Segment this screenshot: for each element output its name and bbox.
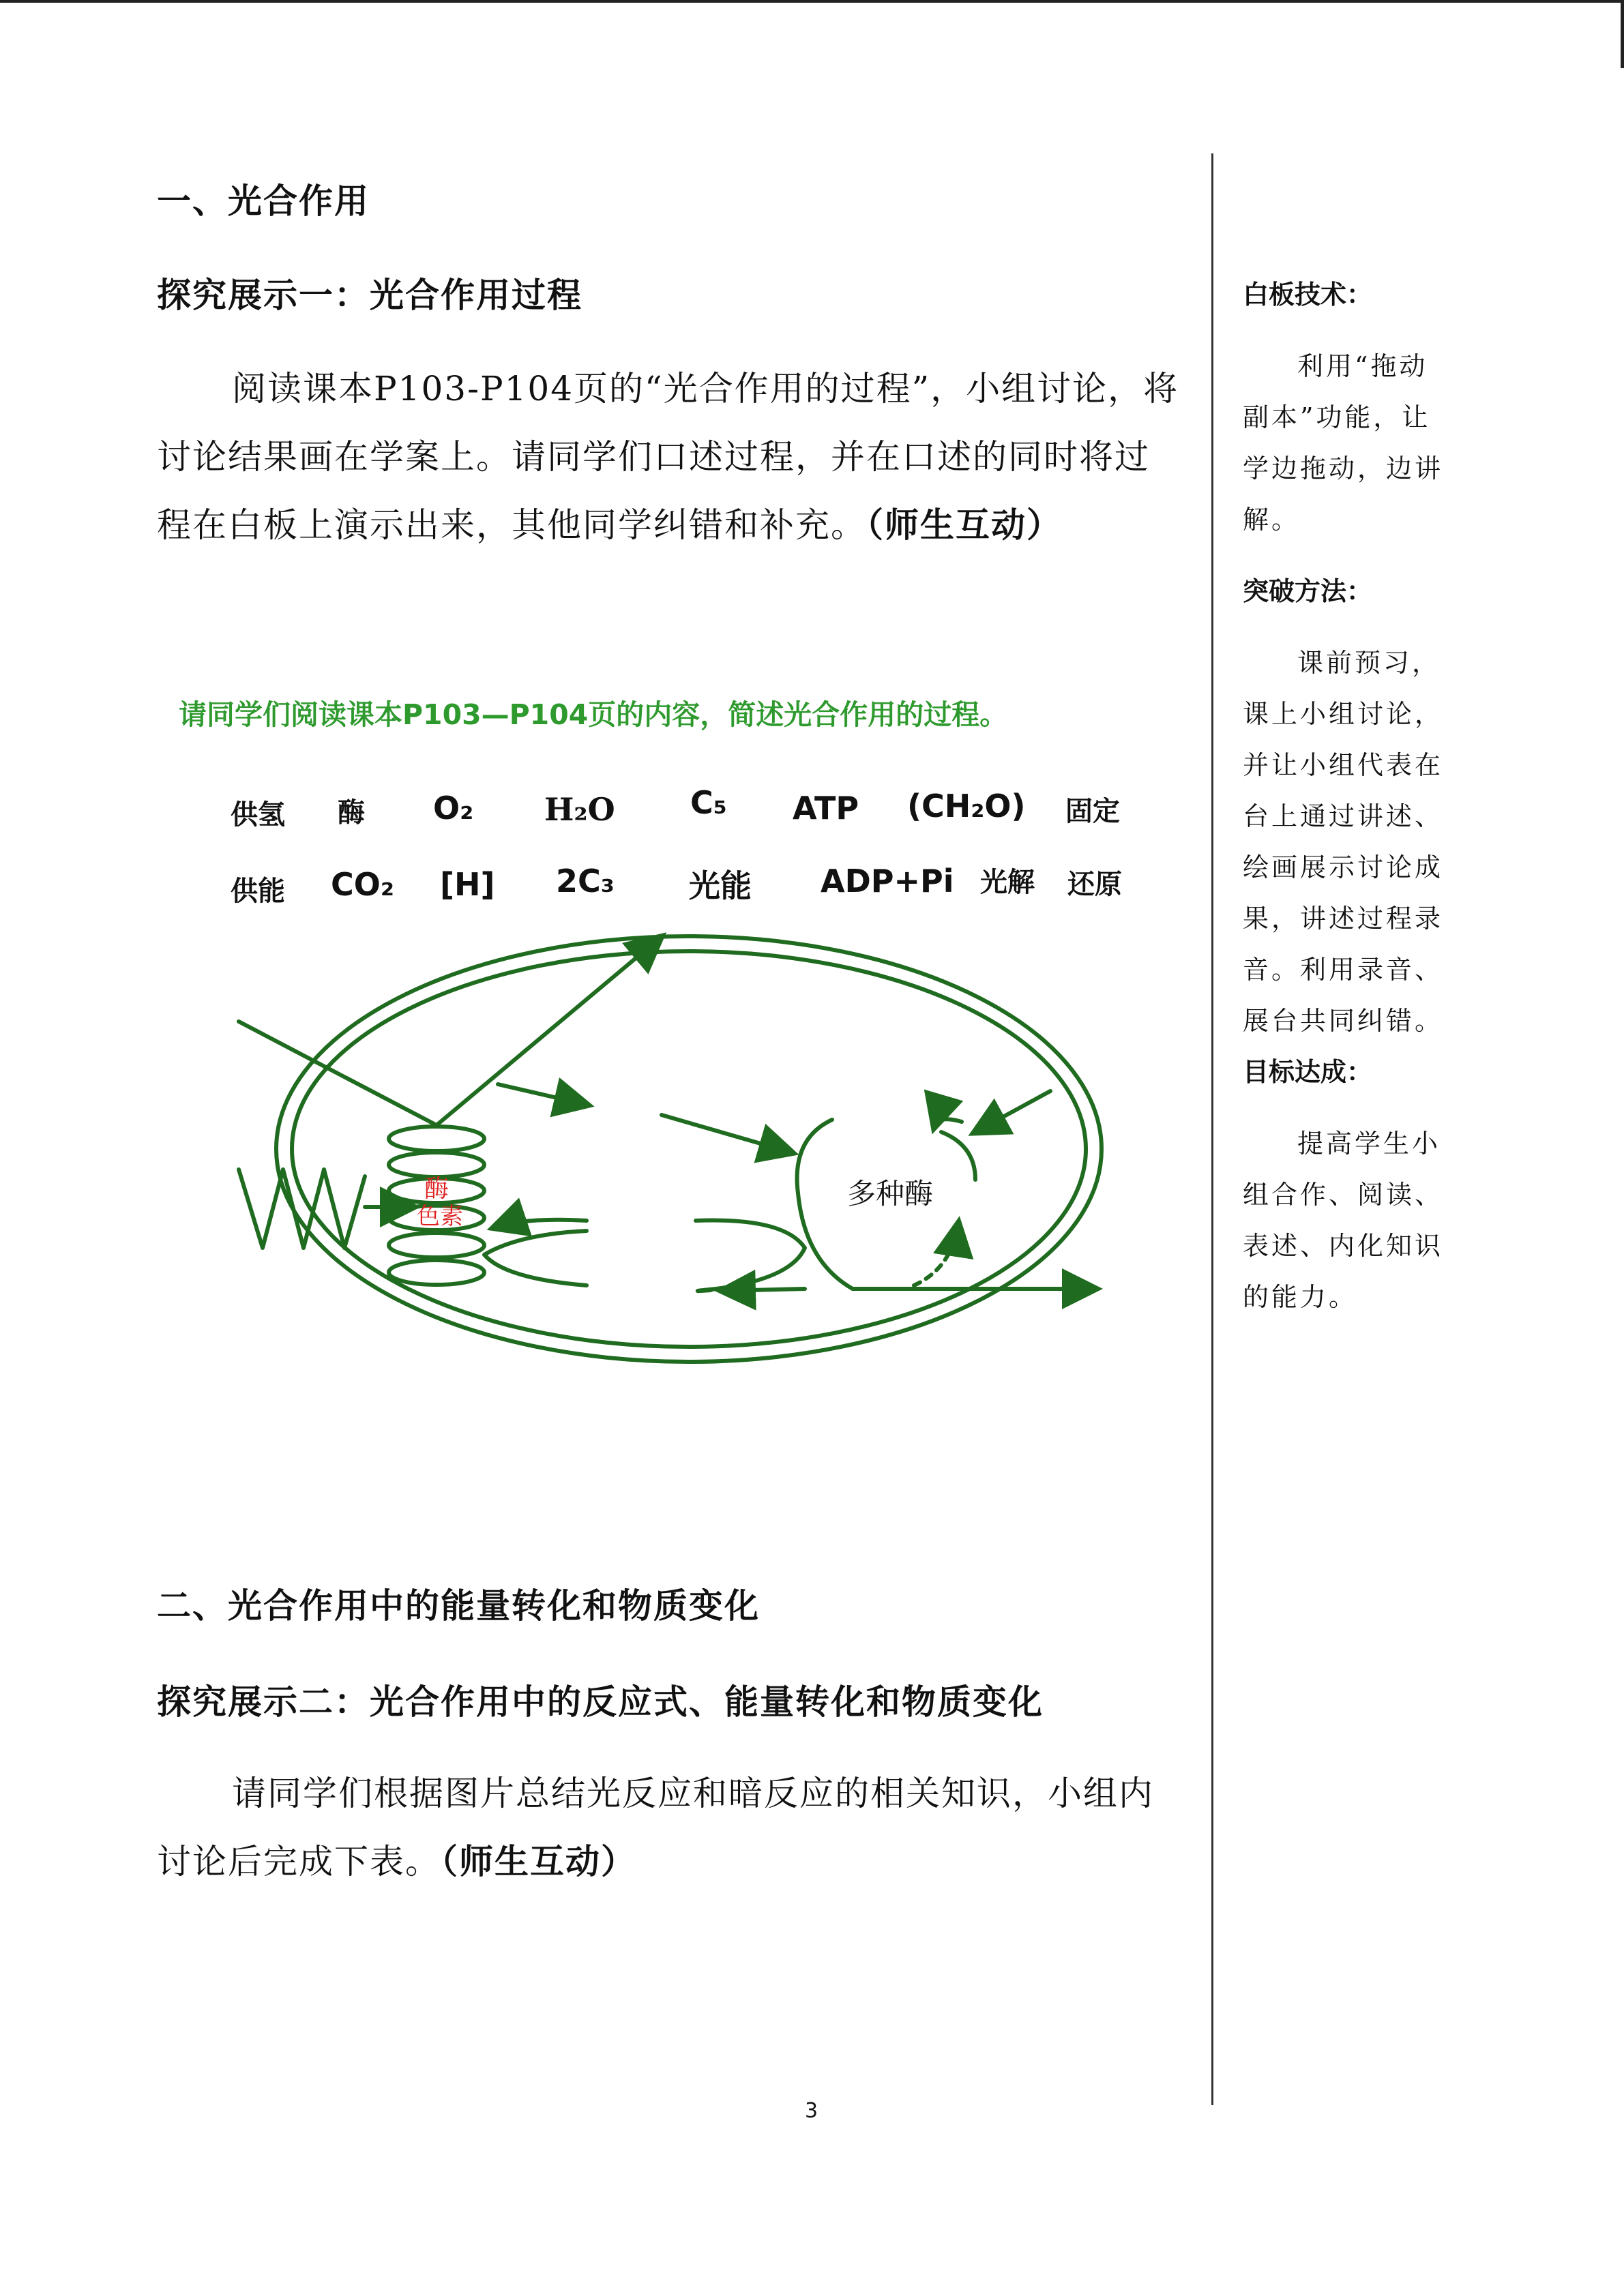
term-atp: ATP [793, 790, 859, 826]
section2-paragraph-text: 请同学们根据图片总结光反应和暗反应的相关知识，小组内讨论后完成下表。 [157, 1774, 1154, 1881]
section1-paragraph [157, 355, 1180, 559]
h-arrow [498, 1084, 587, 1105]
right-border [1621, 0, 1624, 68]
sidebar-text-method: 课前预习，课上小组讨论，并让小组代表在台上通过讲述、绘画展示讨论成果，讲述过程录音。利用录音、展台共同纠错。 [1243, 648, 1444, 1036]
term-ch2o: (CH₂O) [907, 788, 1026, 824]
outer-membrane [276, 936, 1102, 1362]
term-h2o: H₂O [544, 791, 615, 828]
term-supply-energy: 供能 [231, 875, 285, 907]
sidebar-text-whiteboard: 利用“拖动副本”功能，让学边拖动，边讲解。 [1243, 351, 1444, 535]
term-2c3: 2C₃ [556, 863, 615, 899]
co2-entry-arrow [975, 1091, 1050, 1132]
calvin-bottom-loop [696, 1221, 805, 1292]
section2-heading: 二、光合作用中的能量转化和物质变化 [157, 1586, 760, 1626]
sidebar-divider [1211, 153, 1213, 2105]
sidebar-text-goal: 提高学生小组合作、阅读、表述、内化知识的能力。 [1243, 1129, 1444, 1312]
term-supply-hydrogen: 供氢 [231, 799, 285, 831]
term-co2: CO₂ [331, 866, 395, 903]
term-c5: C₅ [690, 784, 727, 821]
loop-tip [708, 1289, 716, 1290]
grana-loop [484, 1231, 587, 1285]
term-h: [H] [440, 866, 495, 903]
light-zigzag [239, 1169, 365, 1248]
top-border [0, 0, 1624, 3]
section1-paragraph-bold: （师生互动） [866, 505, 1062, 545]
dotted-arrow [914, 1224, 958, 1285]
c3-arrow [723, 1289, 805, 1291]
section1-subheading: 探究展示一：光合作用过程 [157, 275, 582, 315]
chloroplast-diagram [205, 907, 1125, 1452]
section1-heading: 一、光合作用 [157, 181, 370, 221]
term-fixation: 固定 [1065, 795, 1120, 827]
calvin-left-arc [797, 1120, 853, 1289]
stroma-label: 多种酶 [846, 1177, 934, 1210]
sidebar-label-whiteboard: 白板技术： [1243, 280, 1373, 310]
page-number: 3 [805, 2099, 818, 2123]
term-light-energy: 光能 [689, 867, 752, 904]
term-enzyme: 酶 [338, 796, 365, 829]
adp-return-arrow [494, 1220, 587, 1227]
calvin-top-arrow [934, 1119, 962, 1127]
term-reduction: 还原 [1067, 868, 1122, 900]
section2-paragraph [157, 1759, 1180, 1896]
atp-arrow [662, 1115, 791, 1152]
term-adp-pi: ADP+Pi [821, 863, 954, 899]
section2-paragraph-bold: （师生互动） [441, 1842, 636, 1881]
calvin-right-arc [941, 1132, 975, 1180]
term-photolysis: 光解 [980, 866, 1035, 898]
diagram-title: 请同学们阅读课本P103—P104页的内容，简述光合作用的过程。 [179, 698, 1008, 731]
grana-label-pigment: 色素 [417, 1203, 463, 1230]
grana-label-enzyme: 酶 [424, 1175, 449, 1203]
term-o2: O₂ [433, 790, 474, 826]
sidebar-label-goal: 目标达成： [1243, 1057, 1373, 1087]
sidebar-label-method: 突破方法： [1243, 576, 1373, 606]
section1-paragraph-text: 阅读课本P103-P104页的“光合作用的过程”，小组讨论，将讨论结果画在学案上。请同学们口述过程，并在口述的同时将过程在白板上演示出来，其他同学纠错和补充。 [157, 369, 1179, 545]
section2-subheading: 探究展示二：光合作用中的反应式、能量转化和物质变化 [157, 1682, 1044, 1722]
sidebar [1243, 269, 1454, 1323]
